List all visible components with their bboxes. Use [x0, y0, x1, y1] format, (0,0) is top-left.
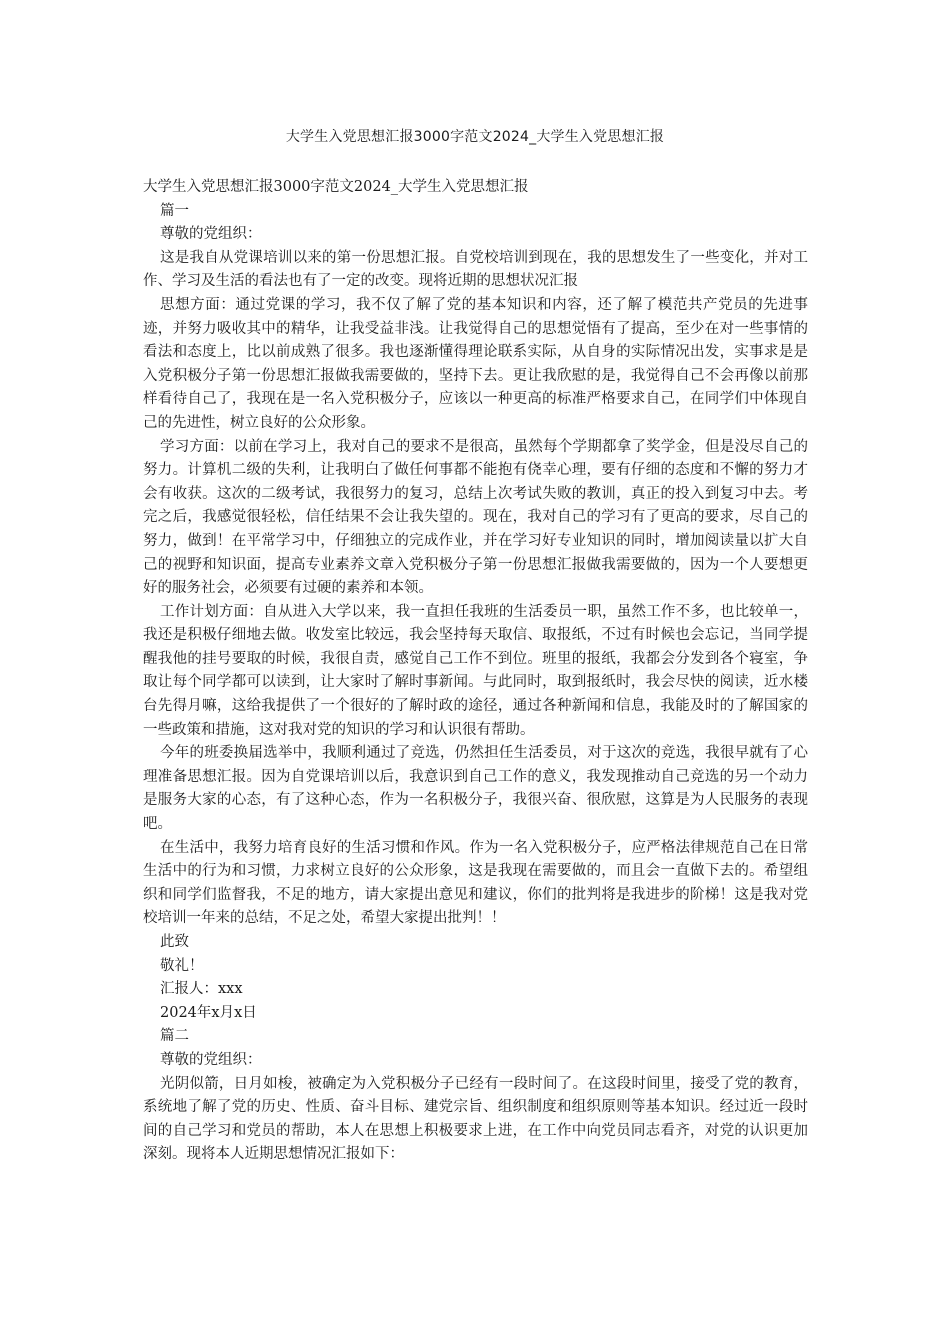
salutation-1: 尊敬的党组织：: [160, 226, 262, 243]
paragraph-study: 学习方面：以前在学习上，我对自己的要求不是很高，虽然每个学期都拿了奖学金，但是没尽自己的努力。计算机二级的失利，让我明白了做任何事都不能抱有侥幸心理，要有仔细的态度和不懈的努力才会有收获。这次的二级考试，我很努力的复习，总结上次考试失败的教训，真正的投入到复习中去。考完之后，我感觉很轻松，信任结果不会让我失望的。现在，我对自己的学习有了更高的要求，尽自己的努力，做到！在平常学习中，仔细独立的完成作业，并在学习好专业知识的同时，增加阅读量以扩大自己的视野和知识面，提高专业素养文章入党积极分子第一份思想汇报做我需要做的，因为一个人要想更好的服务社会，必须要有过硬的素养和本领。: [143, 438, 808, 597]
paragraph-work: 工作计划方面：自从进入大学以来，我一直担任我班的生活委员一职，虽然工作不多，也比较单一，我还是积极仔细地去做。收发室比较远，我会坚持每天取信、取报纸，不过有时候也会忘记，当同学提醒我他的挂号要取的时候，我很自责，感觉自己工作不到位。班里的报纸，我都会分发到各个寝室，争取让每个同学都可以读到，让大家时了解时事新闻。与此同时，取到报纸时，我会尽快的阅读，近水楼台先得月嘛，这给我提供了一个很好的了解时政的途径，通过各种新闻和信息，我能及时的了解国家的一些政策和措施，这对我对党的知识的学习和认识很有帮助。: [143, 603, 808, 738]
closing-1: 此致: [160, 934, 189, 950]
page-title: 大学生入党思想汇报3000字范文2024_大学生入党思想汇报: [285, 129, 665, 145]
document-body: [143, 176, 808, 1167]
section-label-2: 篇二: [160, 1028, 189, 1045]
paragraph-election: 今年的班委换届选举中，我顺利通过了竞选，仍然担任生活委员，对于这次的竞选，我很早就有了心理准备思想汇报。因为自党课培训以后，我意识到自己工作的意义，我发现推动自己竞选的另一个动力是服务大家的心态，有了这种心态，作为一名积极分子，我很兴奋、很欣慰，这算是为人民服务的表现吧。: [143, 745, 808, 833]
paragraph-life: 在生活中，我努力培育良好的生活习惯和作风。作为一名入党积极分子，应严格法律规范自己在日常生活中的行为和习惯，力求树立良好的公众形象，这是我现在需要做的，而且会一直做下去的。希望组织和同学们监督我，不足的地方，请大家提出意见和建议，你们的批判将是我进步的阶梯！这是我对党校培训一年来的总结，不足之处，希望大家提出批判！！: [143, 839, 808, 927]
paragraph-thought: 思想方面：通过党课的学习，我不仅了解了党的基本知识和内容，还了解了模范共产党员的先进事迹，并努力吸收其中的精华，让我受益非浅。让我觉得自己的思想觉悟有了提高，至少在对一些事情的看法和态度上，比以前成熟了很多。我也逐渐懂得理论联系实际，从自身的实际情况出发，实事求是是入党积极分子第一份思想汇报做我需要做的，坚持下去。更让我欣慰的是，我觉得自己不会再像以前那样看待自己了，我现在是一名入党积极分子，应该以一种更高的标准严格要求自己，在同学们中体现自己的先进性，树立良好的公众形象。: [143, 296, 808, 431]
salutation-2: 尊敬的党组织：: [160, 1051, 262, 1068]
document-heading: 大学生入党思想汇报3000字范文2024_大学生入党思想汇报: [143, 179, 529, 195]
paragraph-second-intro: 光阴似箭，日月如梭，被确定为入党积极分子已经有一段时间了。在这段时间里，接受了党的教育，系统地了解了党的历史、性质、奋斗目标、建党宗旨、组织制度和组织原则等基本知识。经过近一段时间的自己学习和党员的帮助，本人在思想上积极要求上进，在工作中向党员同志看齐，对党的认识更加深刻。现将本人近期思想情况汇报如下：: [143, 1075, 808, 1163]
report-date: 2024年x月x日: [160, 1004, 257, 1021]
reporter: 汇报人：xxx: [160, 981, 243, 998]
section-label-1: 篇一: [160, 202, 189, 219]
paragraph-intro: 这是我自从党课培训以来的第一份思想汇报。自党校培训到现在，我的思想发生了一些变化，并对工作、学习及生活的看法也有了一定的改变。现将近期的思想状况汇报: [143, 249, 808, 290]
closing-2: 敬礼！: [160, 957, 204, 974]
